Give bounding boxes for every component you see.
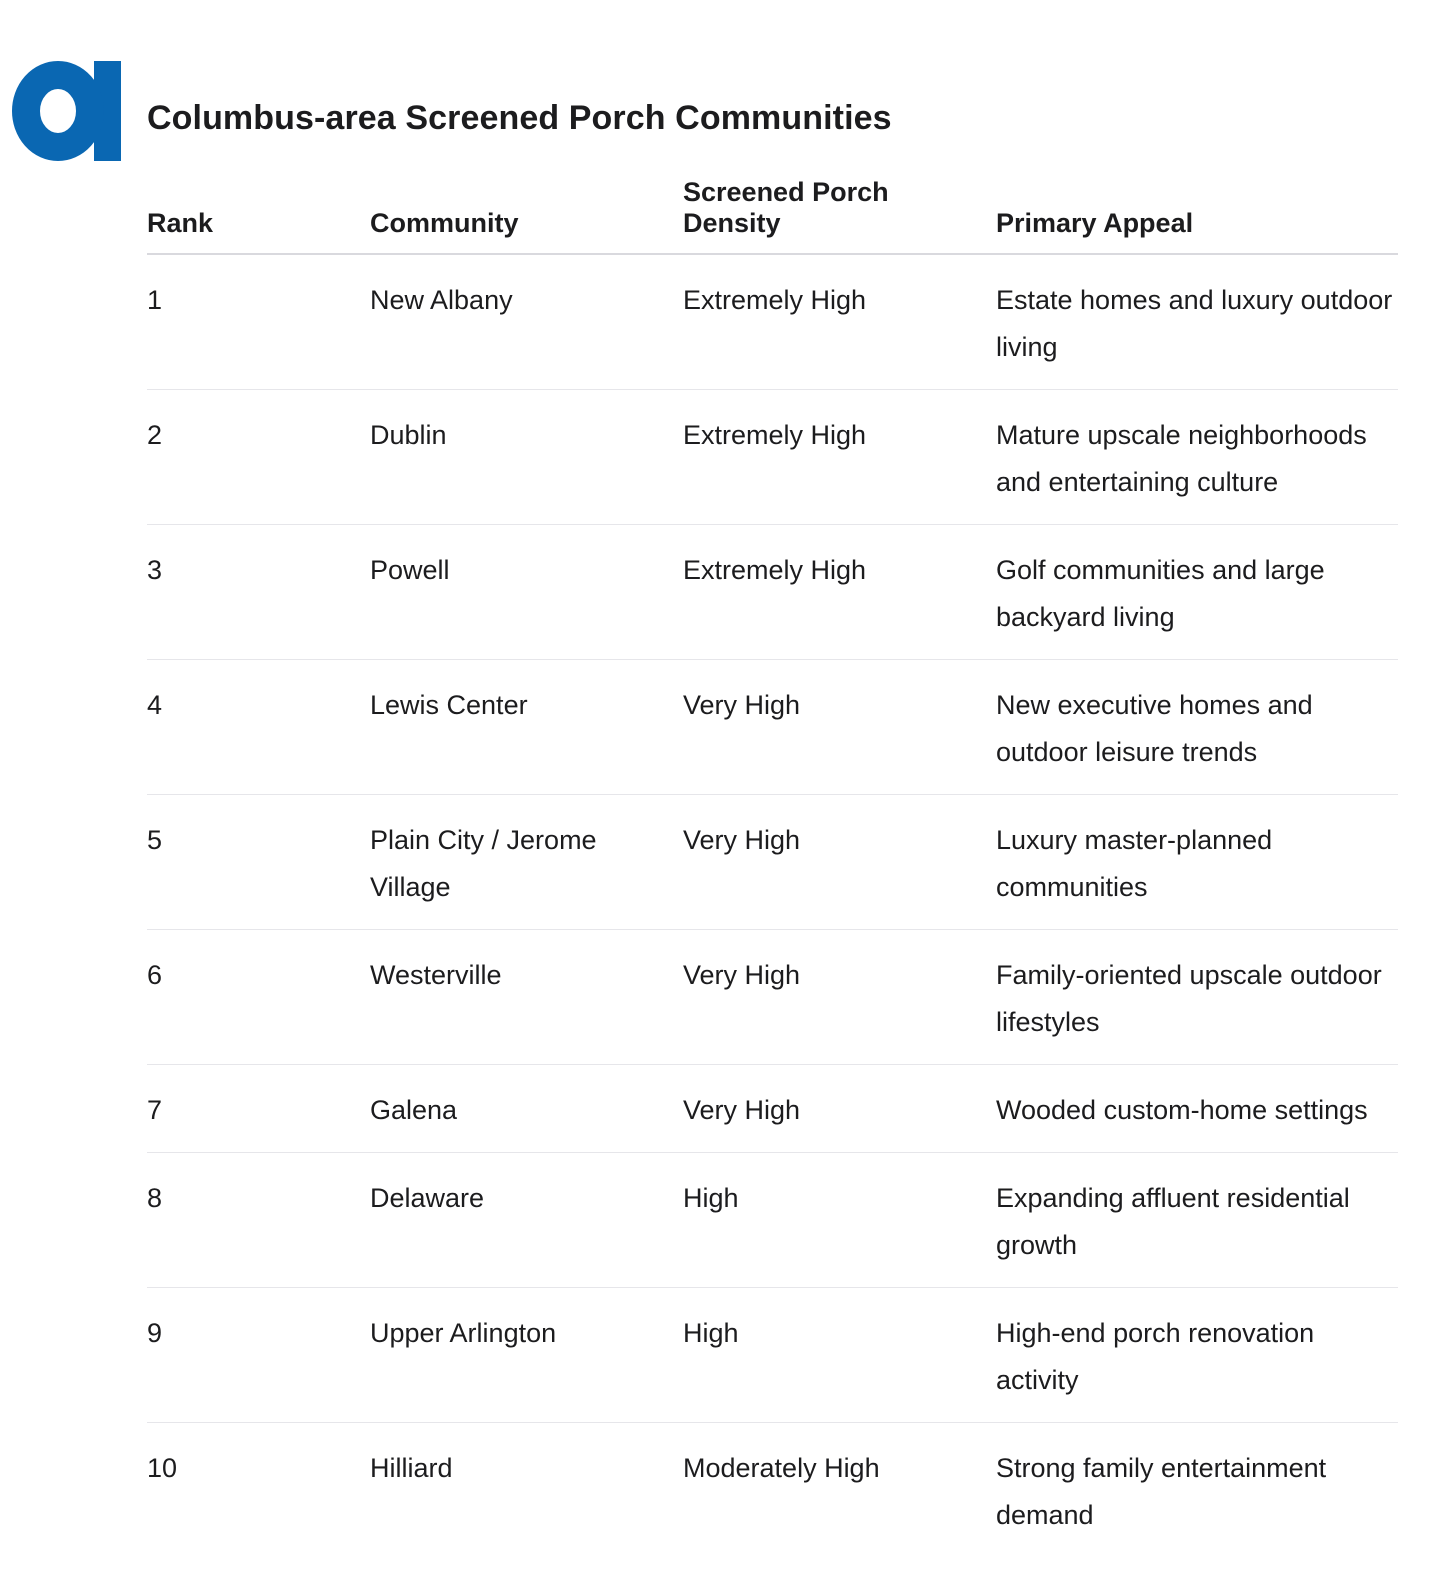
rank-cell: 2 [147,420,163,450]
rank-cell: 5 [147,825,163,855]
table-row [147,795,1398,930]
rank-cell: 4 [147,690,163,720]
community-cell: Lewis Center [370,690,528,720]
table-row [147,1153,1398,1288]
community-cell: Hilliard [370,1453,453,1483]
community-cell: Powell [370,555,450,585]
page-title: Columbus-area Screened Porch Communities [147,99,892,137]
rank-cell: 6 [147,960,163,990]
table-row [147,525,1398,660]
table-row [147,390,1398,525]
community-cell: New Albany [370,285,513,315]
community-cell: Dublin [370,420,447,450]
density-cell: Extremely High [683,285,867,315]
density-cell: High [683,1183,739,1213]
density-cell: Very High [683,690,801,720]
density-cell: Very High [683,1095,801,1125]
density-cell: Moderately High [683,1453,880,1483]
communities-table [147,170,1398,1557]
header-density: Screened Porch Density [683,177,889,238]
table-row [147,660,1398,795]
appeal-cell: Estate homes and luxury outdoor living [996,285,1393,362]
table-row [147,1423,1398,1557]
density-cell: Very High [683,825,801,855]
density-cell: High [683,1318,739,1348]
table-row [147,255,1398,390]
density-cell: Extremely High [683,555,867,585]
appeal-cell: Wooded custom-home settings [996,1095,1368,1125]
community-cell: Delaware [370,1183,485,1213]
table-header-row [147,170,1398,255]
rank-cell: 1 [147,285,163,315]
appeal-cell: Strong family entertainment demand [996,1453,1327,1530]
rank-cell: 10 [147,1453,178,1483]
community-cell: Plain City / Jerome Village [370,825,597,902]
rank-cell: 8 [147,1183,163,1213]
community-cell: Upper Arlington [370,1318,557,1348]
table-row [147,1065,1398,1153]
rank-cell: 9 [147,1318,163,1348]
table-row [147,1288,1398,1423]
appeal-cell: Golf communities and large backyard living [996,555,1325,632]
community-cell: Westerville [370,960,502,990]
community-cell: Galena [370,1095,458,1125]
appeal-cell: Luxury master-planned communities [996,825,1273,902]
header-rank: Rank [147,208,214,238]
rank-cell: 3 [147,555,163,585]
letter-a-logo-icon [12,58,122,162]
appeal-cell: Expanding affluent residential growth [996,1183,1350,1260]
header-primary-appeal: Primary Appeal [996,208,1194,238]
appeal-cell: High-end porch renovation activity [996,1318,1315,1395]
table-row [147,930,1398,1065]
density-cell: Very High [683,960,801,990]
appeal-cell: New executive homes and outdoor leisure trends [996,690,1313,767]
appeal-cell: Family-oriented upscale outdoor lifestyles [996,960,1382,1037]
header-community: Community [370,208,519,238]
appeal-cell: Mature upscale neighborhoods and entertaining culture [996,420,1367,497]
rank-cell: 7 [147,1095,163,1125]
density-cell: Extremely High [683,420,867,450]
